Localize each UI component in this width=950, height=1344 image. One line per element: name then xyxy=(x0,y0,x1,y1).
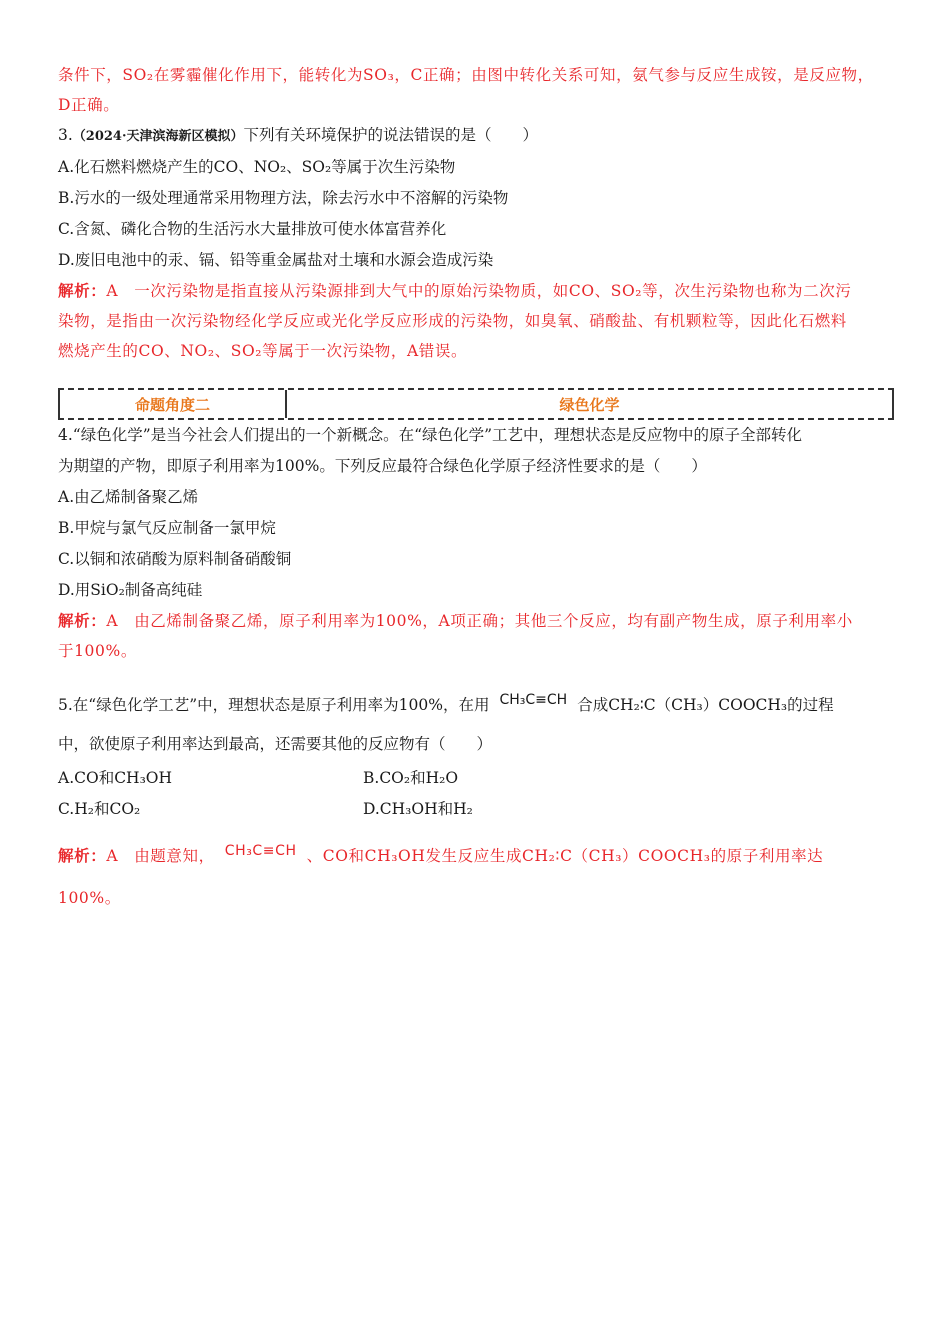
q5-answer-part1: A 由题意知， xyxy=(106,847,215,865)
q5-options-row1 xyxy=(58,763,894,794)
q3-stem xyxy=(58,120,894,152)
q3-option-c: C.含氮、磷化合物的生活污水大量排放可使水体富营养化 xyxy=(58,220,447,238)
q5-option-a: A.CO和CH₃OH xyxy=(58,769,173,787)
q3-answer-label: 解析： xyxy=(58,281,107,300)
q3-answer-line2: 染物，是指由一次污染物经化学反应或光化学反应形成的污染物，如臭氧、硝酸盐、有机颗粒等，因此化石燃料 xyxy=(58,312,847,330)
q5-stem-part2: 合成CH₂∶C（CH₃）COOCH₃的过程 xyxy=(577,696,834,714)
q5-stem-line1 xyxy=(58,680,894,725)
q3-answer-line3: 燃烧产生的CO、NO₂、SO₂等属于一次污染物，A错误。 xyxy=(58,342,468,360)
q5-stem-part1: 5.在“绿色化学工艺”中，理想状态是原子利用率为100%，在用 xyxy=(58,696,490,714)
section-title: 绿色化学 xyxy=(559,395,620,414)
q4-stem-line1: 4.“绿色化学”是当今社会人们提出的一个新概念。在“绿色化学”工艺中，理想状态是反应物中的原子全部转化 xyxy=(58,426,802,444)
q3-option-a: A.化石燃料燃烧产生的CO、NO₂、SO₂等属于次生污染物 xyxy=(58,158,456,176)
q5-answer-formula: CH₃C≡CH xyxy=(224,843,297,859)
q3-stem-text: 下列有关环境保护的说法错误的是（ ） xyxy=(243,126,539,144)
section-header xyxy=(58,388,894,420)
q5-option-d: D.CH₃OH和H₂ xyxy=(363,800,473,818)
q5-options-row2 xyxy=(58,794,894,825)
q5-answer-line2: 100%。 xyxy=(58,889,121,907)
q4-option-c: C.以铜和浓硝酸为原料制备硝酸铜 xyxy=(58,550,292,568)
q3-option-d: D.废旧电池中的汞、镉、铅等重金属盐对土壤和水源会造成污染 xyxy=(58,251,494,269)
q5-answer-label: 解析： xyxy=(58,846,107,865)
q3-answer-line1 xyxy=(58,276,894,306)
q5-propyne-formula: CH₃C≡CH xyxy=(499,692,568,708)
q4-answer-text1: A 由乙烯制备聚乙烯，原子利用率为100%，A项正确；其他三个反应，均有副产物生成，原子利用率小 xyxy=(106,612,853,630)
q4-answer-line2: 于100%。 xyxy=(58,642,137,660)
q5-answer-part2: 、CO和CH₃OH发生反应生成CH₂∶C（CH₃）COOCH₃的原子利用率达 xyxy=(306,847,824,865)
q5-answer-line1 xyxy=(58,825,894,882)
q3-number: 3. xyxy=(58,126,73,144)
q5-option-c: C.H₂和CO₂ xyxy=(58,800,141,818)
q4-option-b: B.甲烷与氯气反应制备一氯甲烷 xyxy=(58,519,276,537)
q5-option-b: B.CO₂和H₂O xyxy=(363,769,459,787)
q5-stem-line2: 中，欲使原子利用率达到最高，还需要其他的反应物有（ ） xyxy=(58,735,493,753)
q3-source: （2024·天津滨海新区模拟） xyxy=(72,129,244,144)
q3-answer-text1: A 一次污染物是指直接从污染源排到大气中的原始污染物质，如CO、SO₂等，次生污染物也称为二次污 xyxy=(106,282,852,300)
top-answer-line2: D正确。 xyxy=(58,96,120,114)
q4-option-d: D.用SiO₂制备高纯硅 xyxy=(58,581,203,599)
q4-option-a: A.由乙烯制备聚乙烯 xyxy=(58,488,199,506)
q4-answer-label: 解析： xyxy=(58,611,107,630)
top-answer-line1: 条件下，SO₂在雾霾催化作用下，能转化为SO₃，C正确；由图中转化关系可知，氨气参与反应生成铵，是反应物， xyxy=(58,66,874,84)
q3-option-b: B.污水的一级处理通常采用物理方法，除去污水中不溶解的污染物 xyxy=(58,189,509,207)
q4-stem-line2: 为期望的产物，即原子利用率为100%。下列反应最符合绿色化学原子经济性要求的是（ ） xyxy=(58,457,707,475)
document-page xyxy=(58,60,894,914)
section-angle-label: 命题角度二 xyxy=(60,390,287,418)
q4-answer-line1 xyxy=(58,606,894,636)
